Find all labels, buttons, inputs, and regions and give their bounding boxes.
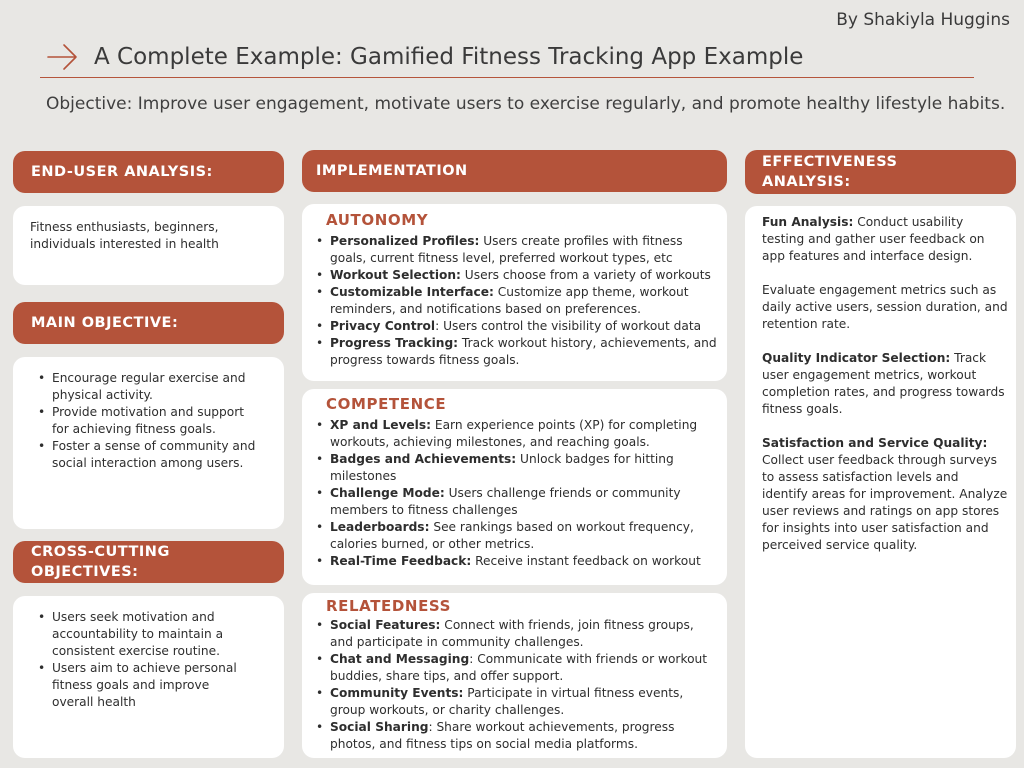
list-item: • Personalized Profiles: Users create profiles with fitness goals, current fitness level, preferred workout types, etc: [308, 233, 719, 267]
cross-cutting-card: [13, 596, 284, 758]
autonomy-title: AUTONOMY: [326, 211, 429, 229]
competence-card: [302, 389, 727, 585]
list-item: • Users aim to achieve personal fitness goals and improve overall health: [30, 660, 250, 711]
satisfaction-paragraph: Satisfaction and Service Quality: Collect user feedback through surveys to assess satisfaction levels and identify areas for improvement. Analyze user reviews and ratings on app stores for insights into user satisfaction and perceived service quality.: [762, 436, 1008, 552]
page-title: A Complete Example: Gamified Fitness Tracking App Example: [94, 44, 804, 70]
effectiveness-header-text: EFFECTIVENESS ANALYSIS:: [762, 154, 898, 190]
end-user-header: END-USER ANALYSIS:: [13, 151, 284, 193]
competence-list: [308, 417, 719, 570]
list-item: • Community Events: Participate in virtual fitness events, group workouts, or charity challenges.: [308, 685, 719, 719]
list-item: • Users seek motivation and accountability to maintain a consistent exercise routine.: [30, 609, 250, 660]
main-objective-list: [30, 370, 260, 472]
competence-title: COMPETENCE: [326, 395, 447, 413]
relatedness-title: RELATEDNESS: [326, 597, 452, 615]
list-item: • Badges and Achievements: Unlock badges for hitting milestones: [308, 451, 719, 485]
implementation-header: IMPLEMENTATION: [302, 150, 727, 192]
list-item: • XP and Levels: Earn experience points (XP) for completing workouts, achieving milestones, and reaching goals.: [308, 417, 719, 451]
autonomy-list: [308, 233, 719, 369]
list-item: • Social Features: Connect with friends, join fitness groups, and participate in community challenges.: [308, 617, 719, 651]
end-user-text: Fitness enthusiasts, beginners, individuals interested in health: [30, 220, 219, 251]
list-item: • Leaderboards: See rankings based on workout frequency, calories burned, or other metrics.: [308, 519, 719, 553]
list-item: • Workout Selection: Users choose from a variety of workouts: [308, 267, 719, 284]
list-item: • Customizable Interface: Customize app theme, workout reminders, and notifications based on preferences.: [308, 284, 719, 318]
effectiveness-card: [745, 206, 1016, 758]
author-name: By Shakiyla Huggins: [836, 10, 1010, 30]
fun-analysis-paragraph: Fun Analysis: Conduct usability testing and gather user feedback on app features and interface design.: [762, 215, 985, 263]
list-item: • Chat and Messaging: Communicate with friends or workout buddies, share tips, and offer support.: [308, 651, 719, 685]
main-objective-card: [13, 357, 284, 529]
list-item: • Progress Tracking: Track workout history, achievements, and progress towards fitness goals.: [308, 335, 719, 369]
title-row: [46, 40, 803, 74]
list-item: • Real-Time Feedback: Receive instant feedback on workout: [308, 553, 719, 570]
cross-cutting-list: [30, 609, 250, 711]
list-item: • Foster a sense of community and social interaction among users.: [30, 438, 260, 472]
list-item: • Encourage regular exercise and physical activity.: [30, 370, 260, 404]
list-item: • Social Sharing: Share workout achievements, progress photos, and fitness tips on social media platforms.: [308, 719, 719, 753]
relatedness-list: [308, 617, 719, 753]
effectiveness-header: [745, 150, 1016, 194]
list-item: • Privacy Control: Users control the visibility of workout data: [308, 318, 719, 335]
cross-cutting-header: [13, 541, 284, 583]
end-user-card: [13, 206, 284, 285]
title-divider: [40, 77, 974, 78]
list-item: • Provide motivation and support for achieving fitness goals.: [30, 404, 260, 438]
list-item: • Challenge Mode: Users challenge friends or community members to fitness challenges: [308, 485, 719, 519]
autonomy-card: [302, 204, 727, 381]
engagement-metrics-paragraph: Evaluate engagement metrics such as daily active users, session duration, and retention rate.: [762, 283, 1008, 331]
main-objective-header: MAIN OBJECTIVE:: [13, 302, 284, 344]
arrow-right-icon: [46, 40, 80, 74]
cross-cutting-header-text: CROSS-CUTTING OBJECTIVES:: [31, 544, 170, 580]
relatedness-card: [302, 593, 727, 758]
quality-indicator-paragraph: Quality Indicator Selection: Track user engagement metrics, workout completion rates, and progress towards fitness goals.: [762, 351, 1005, 416]
objective-text: Objective: Improve user engagement, motivate users to exercise regularly, and promote healthy lifestyle habits.: [46, 94, 1006, 114]
